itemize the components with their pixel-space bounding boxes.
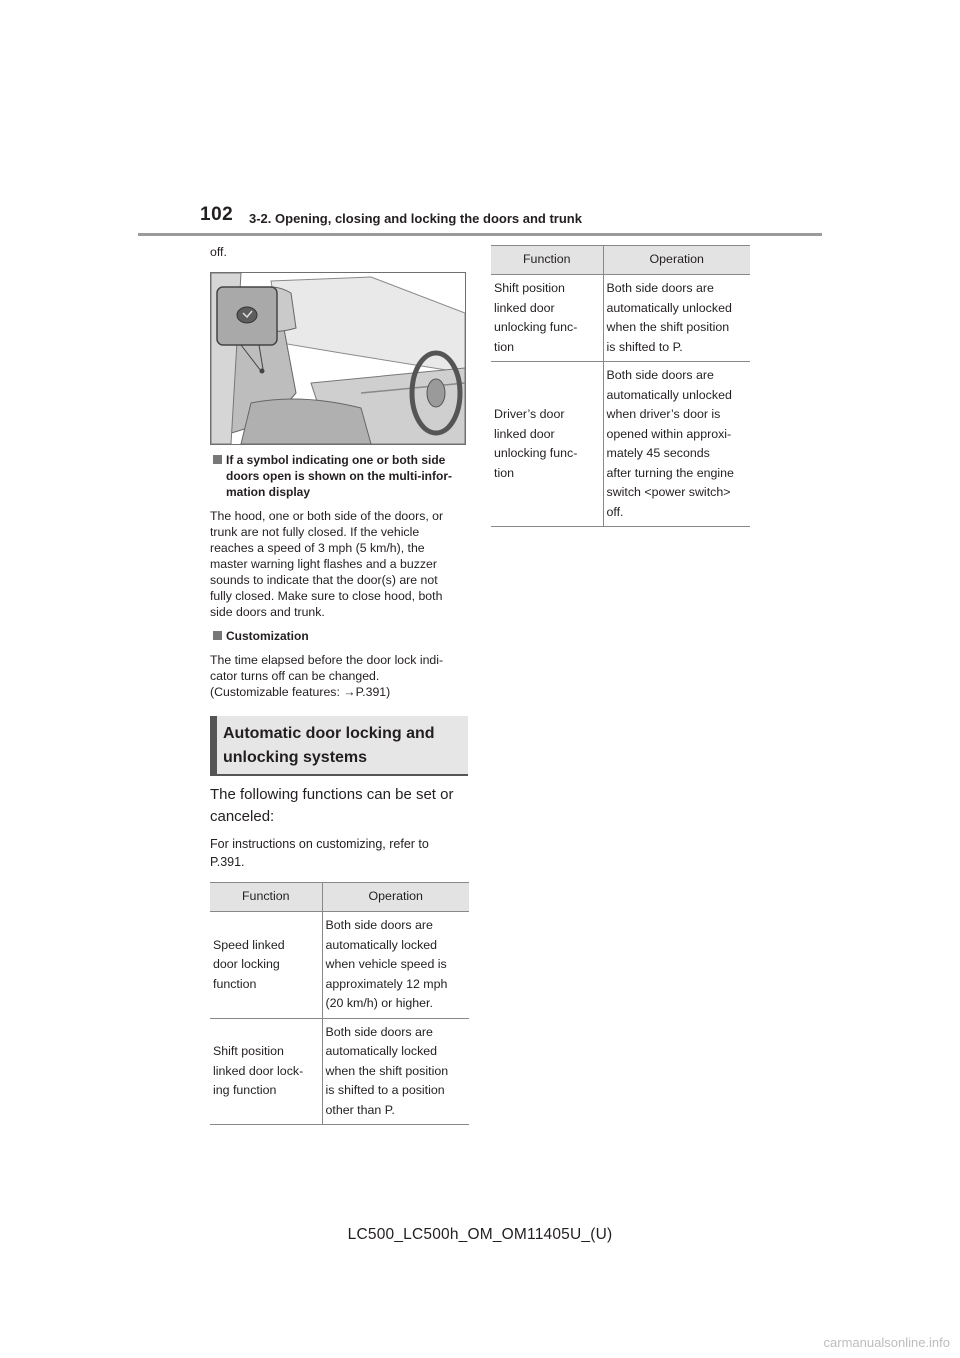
- body-line: master warning light flashes and a buzzer: [210, 557, 437, 571]
- cell-line: when the shift position: [325, 1063, 449, 1078]
- cell-line: (20 km/h) or higher.: [325, 996, 433, 1010]
- locking-functions-table: [210, 882, 469, 1125]
- operation-cell: [603, 275, 750, 362]
- table-row: [491, 275, 750, 362]
- operation-column-header: Operation: [322, 883, 469, 912]
- heading-text: If a symbol indicating one or both side: [226, 453, 446, 467]
- cell-line: off.: [606, 504, 624, 519]
- cell-line: tion: [494, 465, 514, 480]
- cell-line: automatically locked: [325, 1044, 438, 1058]
- body-line: sounds to indicate that the door(s) are not: [210, 573, 438, 587]
- cell-line: mately 45 seconds: [606, 446, 710, 460]
- function-cell: [491, 362, 603, 527]
- cell-line: Both side doors are: [325, 1024, 433, 1039]
- cell-line: Shift position: [494, 281, 565, 295]
- car-interior-drawing: [211, 273, 465, 444]
- cell-line: linked door lock-: [213, 1063, 304, 1078]
- cell-line: ing function: [213, 1083, 277, 1097]
- manual-code-footer: LC500_LC500h_OM_OM11405U_(U): [347, 1226, 613, 1243]
- cell-line: unlocking func-: [494, 320, 578, 334]
- cell-line: approximately 12 mph: [325, 976, 448, 991]
- section-callout-title: [223, 722, 463, 770]
- function-cell: [491, 275, 603, 362]
- cell-line: opened within approxi-: [606, 426, 732, 441]
- open-door-heading: [213, 452, 473, 500]
- table-header-row: [491, 246, 750, 275]
- function-cell: [210, 1018, 322, 1125]
- heading-line: doors open is shown on the multi-infor-: [226, 469, 452, 483]
- cell-line: is shifted to a position: [325, 1083, 445, 1097]
- cell-line: function: [213, 976, 257, 991]
- table-row: [491, 362, 750, 527]
- function-column-header: Function: [210, 883, 322, 912]
- cell-line: linked door: [494, 426, 555, 441]
- intro-text: [210, 784, 472, 828]
- cell-line: Both side doors are: [325, 918, 433, 932]
- table-row: [210, 912, 469, 1019]
- table-row: [210, 1018, 469, 1125]
- cell-line: Shift position: [213, 1044, 284, 1058]
- body-line: cator turns off can be changed.: [210, 669, 380, 683]
- bullet-square-icon: [213, 631, 222, 640]
- cell-line: automatically locked: [325, 937, 438, 952]
- cell-line: after turning the engine: [606, 465, 734, 480]
- callout-line: Automatic door locking and: [223, 725, 435, 742]
- cell-line: Driver’s door: [494, 407, 565, 421]
- cell-line: when the shift position: [606, 320, 730, 334]
- customization-heading: [213, 628, 309, 644]
- cell-line: door locking: [213, 957, 280, 971]
- body-line: side doors and trunk.: [210, 605, 325, 619]
- cell-line: Both side doors are: [606, 281, 714, 295]
- site-watermark: carmanualsonline.info: [823, 1335, 950, 1350]
- unlocking-functions-table: [491, 245, 750, 527]
- intro-line: canceled:: [210, 808, 275, 825]
- operation-column-header: Operation: [603, 246, 750, 275]
- heading-line: [213, 452, 473, 468]
- note-line: P.391.: [210, 855, 245, 869]
- cell-line: switch <power switch>: [606, 485, 731, 499]
- body-line: The hood, one or both side of the doors, or: [210, 509, 444, 523]
- customizing-note: [210, 835, 472, 871]
- section-title: 3-2. Opening, closing and locking the doors and trunk: [249, 211, 582, 226]
- body-line: trunk are not fully closed. If the vehicle: [210, 525, 420, 539]
- customization-heading-text: Customization: [226, 629, 309, 643]
- operation-cell: [603, 362, 750, 527]
- cell-line: unlocking func-: [494, 446, 578, 460]
- customization-body: [210, 652, 472, 700]
- operation-cell: [322, 912, 469, 1019]
- bullet-square-icon: [213, 455, 222, 464]
- intro-line: The following functions can be set or: [210, 786, 454, 803]
- heading-line: mation display: [226, 485, 311, 499]
- cell-line: automatically unlocked: [606, 300, 732, 315]
- cell-line: Speed linked: [213, 937, 285, 952]
- function-cell: [210, 912, 322, 1019]
- table-header-row: [210, 883, 469, 912]
- body-line: (Customizable features: →P.391): [210, 685, 391, 699]
- cell-line: is shifted to P.: [606, 339, 683, 354]
- body-line: The time elapsed before the door lock indi-: [210, 653, 444, 667]
- operation-cell: [322, 1018, 469, 1125]
- door-lock-indicator-illustration: [210, 272, 466, 445]
- note-line: For instructions on customizing, refer to: [210, 837, 429, 851]
- open-door-body: [210, 508, 472, 620]
- function-column-header: Function: [491, 246, 603, 275]
- body-line: reaches a speed of 3 mph (5 km/h), the: [210, 541, 425, 555]
- cell-line: linked door: [494, 300, 555, 315]
- body-line: fully closed. Make sure to close hood, both: [210, 589, 443, 603]
- cell-line: Both side doors are: [606, 368, 714, 382]
- continued-text: off.: [210, 245, 227, 259]
- cell-line: other than P.: [325, 1102, 395, 1117]
- cell-line: tion: [494, 339, 514, 354]
- callout-line: unlocking systems: [223, 749, 368, 766]
- header-rule: [138, 233, 822, 236]
- cell-line: automatically unlocked: [606, 387, 732, 402]
- page-number: 102: [200, 204, 234, 225]
- cell-line: when driver’s door is: [606, 407, 721, 421]
- cell-line: when vehicle speed is: [325, 957, 447, 971]
